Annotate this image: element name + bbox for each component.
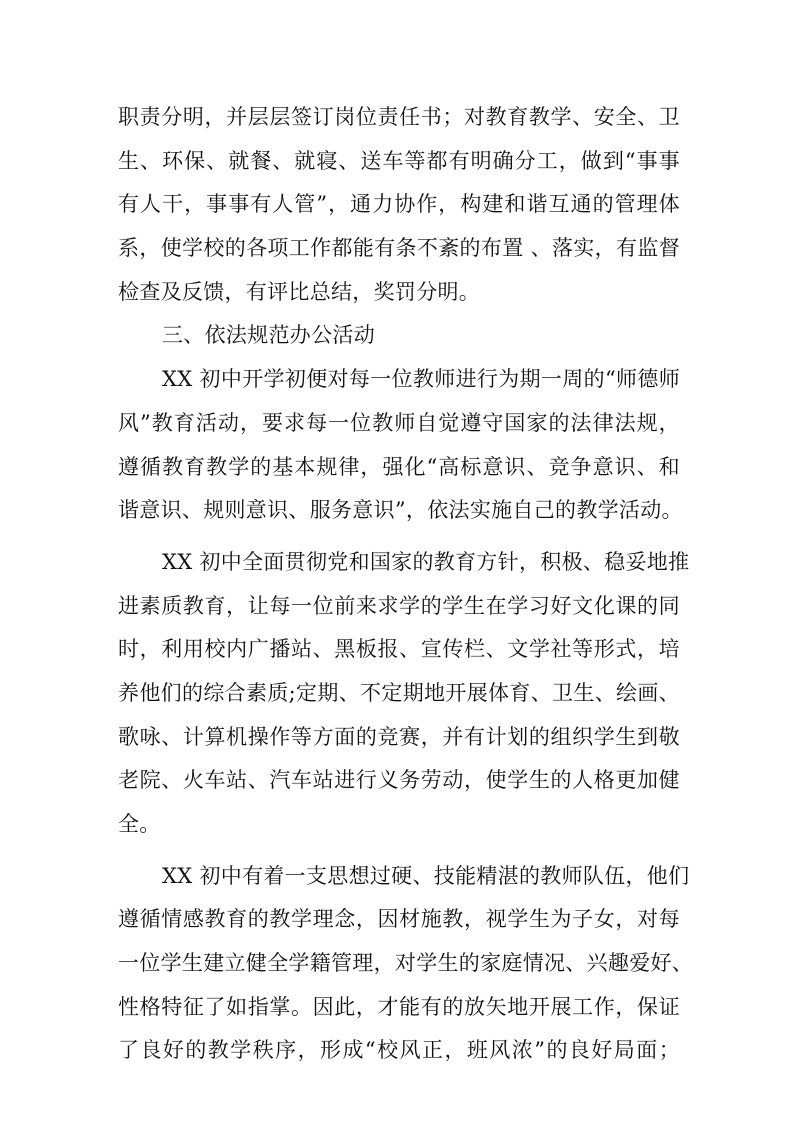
paragraph-responsibilities: [118, 96, 680, 314]
text-line: 生、环保、就餐、就寝、送车等都有明确分工，做到“事事: [118, 148, 680, 173]
document-page: [118, 96, 694, 1073]
paragraph-gap: [118, 847, 680, 855]
section-heading-3: [118, 314, 680, 358]
text-line: 时，利用校内广播站、黑板报、宣传栏、文学社等形式，培: [118, 637, 680, 662]
text-line: 职责分明，并层层签订岗位责任书；对教育教学、安全、卫: [118, 105, 680, 129]
text-line: 有人干，事事有人管”，通力协作，构建和谐互通的管理体: [118, 192, 680, 217]
text-line: 一位学生建立健全学籍管理，对学生的家庭情况、兴趣爱好、: [118, 951, 694, 976]
text-line: XX 初中有着一支思想过硬、技能精湛的教师队伍，他们: [162, 863, 690, 888]
text-line: 全。: [118, 812, 161, 836]
text-line: 检查及反馈，有评比总结，奖罚分明。: [118, 279, 481, 304]
text-line: 养他们的综合素质;定期、不定期地开展体育、卫生、绘画、: [118, 680, 680, 705]
text-line: 遵循教育教学的基本规律，强化“高标意识、竞争意识、和: [118, 454, 680, 479]
text-line: 遵循情感教育的教学理念，因材施教，视学生为子女，对每: [118, 907, 680, 932]
text-line: XX 初中全面贯彻党和国家的教育方针，积极、稳妥地推: [162, 549, 690, 574]
paragraph-gap: [118, 533, 680, 541]
paragraph-teacher-ethics: [118, 358, 683, 533]
text-line: 了良好的教学秩序，形成“校风正，班风浓”的良好局面；: [118, 1038, 680, 1063]
paragraph-quality-education: [118, 541, 690, 847]
text-line: 歌咏、计算机操作等方面的竞赛，并有计划的组织学生到敬: [118, 724, 680, 749]
paragraph-teaching-staff: [118, 855, 694, 1073]
text-line: 老院、火车站、汽车站进行义务劳动，使学生的人格更加健: [118, 768, 680, 793]
text-line: 风”教育活动，要求每一位教师自觉遵守国家的法律法规，: [118, 410, 680, 435]
text-line: 系，使学校的各项工作都能有条不紊的布置 、落实，有监督: [118, 236, 680, 261]
text-line: 性格特征了如指掌。因此，才能有的放矢地开展工作，保证: [118, 994, 680, 1019]
text-line: 进素质教育，让每一位前来求学的学生在学习好文化课的同: [118, 593, 680, 618]
text-line: 谐意识、规则意识、服务意识”，依法实施自己的教学活动。: [118, 498, 683, 523]
text-line: XX 初中开学初便对每一位教师进行为期一周的“师德师: [162, 367, 680, 392]
section-heading: 三、依法规范办公活动: [162, 323, 375, 348]
